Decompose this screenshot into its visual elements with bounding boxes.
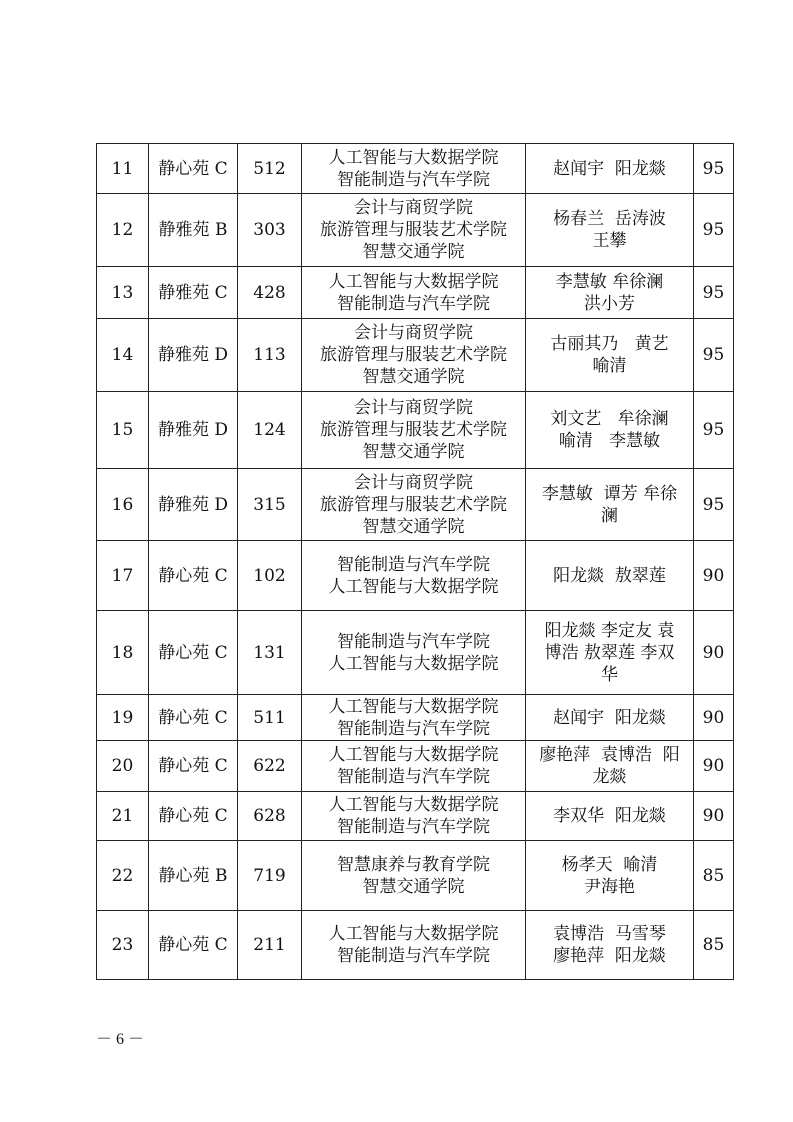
college-cell <box>302 611 526 695</box>
table-row <box>97 319 734 392</box>
dormitory-rating-table <box>96 143 734 980</box>
row-number: 23 <box>97 911 149 980</box>
score-cell: 95 <box>694 267 734 319</box>
college-cell-line: 旅游管理与服装艺术学院 <box>320 420 507 440</box>
inspector-cell <box>526 611 694 695</box>
college-cell-line: 智慧交通学院 <box>362 442 465 462</box>
table-row <box>97 194 734 267</box>
inspector-cell-line: 喻清 李慧敏 <box>558 431 661 451</box>
row-number: 13 <box>97 267 149 319</box>
college-cell <box>302 392 526 469</box>
college-cell-line: 人工智能与大数据学院 <box>328 147 499 168</box>
inspector-cell-line: 王攀 <box>592 231 627 251</box>
row-number: 11 <box>97 144 149 194</box>
table-row <box>97 392 734 469</box>
building-cell: 静心苑 C <box>149 792 238 841</box>
inspector-cell <box>526 144 694 194</box>
college-cell-line: 智慧交通学院 <box>362 876 465 897</box>
inspector-cell-line: 阳龙燚 敖翠莲 <box>553 565 666 586</box>
inspector-cell <box>526 911 694 980</box>
inspector-cell <box>526 841 694 911</box>
inspector-cell-line: 华 <box>601 664 618 685</box>
score-cell: 95 <box>694 194 734 267</box>
room-cell: 131 <box>238 611 302 695</box>
college-cell-line: 智慧康养与教育学院 <box>337 854 490 875</box>
college-cell-line: 智慧交通学院 <box>362 516 465 537</box>
room-cell: 512 <box>238 144 302 194</box>
row-number: 20 <box>97 741 149 792</box>
college-cell-line: 旅游管理与服装艺术学院 <box>320 220 507 240</box>
table-row <box>97 841 734 911</box>
table-row <box>97 741 734 792</box>
inspector-cell-line: 喻清 <box>592 356 627 376</box>
college-cell <box>302 541 526 611</box>
building-cell: 静心苑 C <box>149 611 238 695</box>
college-cell-line: 智能制造与汽车学院 <box>337 817 490 837</box>
table-row <box>97 792 734 841</box>
college-cell-line: 人工智能与大数据学院 <box>328 745 499 765</box>
college-cell-line: 旅游管理与服装艺术学院 <box>320 494 507 515</box>
inspector-cell-line: 袁博浩 马雪琴 <box>553 924 666 944</box>
college-cell-line: 会计与商贸学院 <box>354 398 473 418</box>
row-number: 21 <box>97 792 149 841</box>
row-number: 14 <box>97 319 149 392</box>
college-cell-line: 会计与商贸学院 <box>354 472 473 493</box>
score-cell: 90 <box>694 611 734 695</box>
score-cell: 95 <box>694 144 734 194</box>
college-cell <box>302 695 526 741</box>
building-cell: 静心苑 C <box>149 911 238 980</box>
building-cell: 静雅苑 D <box>149 319 238 392</box>
room-cell: 628 <box>238 792 302 841</box>
college-cell-line: 智能制造与汽车学院 <box>337 293 490 314</box>
college-cell-line: 人工智能与大数据学院 <box>328 924 499 944</box>
college-cell-line: 人工智能与大数据学院 <box>328 271 499 292</box>
room-cell: 428 <box>238 267 302 319</box>
college-cell-line: 智能制造与汽车学院 <box>337 767 490 787</box>
inspector-cell-line: 杨孝天 喻清 <box>561 854 658 875</box>
page-number: － 6 － <box>96 1031 145 1048</box>
row-number: 15 <box>97 392 149 469</box>
table-row <box>97 144 734 194</box>
inspector-cell-line: 洪小芳 <box>584 293 635 314</box>
row-number: 19 <box>97 695 149 741</box>
college-cell <box>302 144 526 194</box>
building-cell: 静心苑 C <box>149 741 238 792</box>
room-cell: 102 <box>238 541 302 611</box>
inspector-cell <box>526 392 694 469</box>
college-cell <box>302 792 526 841</box>
college-cell-line: 会计与商贸学院 <box>354 198 473 218</box>
college-cell <box>302 741 526 792</box>
college-cell-line: 智能制造与汽车学院 <box>337 946 490 966</box>
inspector-cell <box>526 741 694 792</box>
room-cell: 124 <box>238 392 302 469</box>
inspector-cell-line: 赵闻宇 阳龙燚 <box>553 707 666 728</box>
college-cell-line: 智慧交通学院 <box>362 242 465 262</box>
table-row <box>97 695 734 741</box>
college-cell-line: 人工智能与大数据学院 <box>328 696 499 717</box>
room-cell: 719 <box>238 841 302 911</box>
row-number: 17 <box>97 541 149 611</box>
college-cell-line: 人工智能与大数据学院 <box>328 795 499 815</box>
inspector-cell <box>526 194 694 267</box>
inspector-cell-line: 博浩 敖翠莲 李双 <box>544 642 675 663</box>
score-cell: 95 <box>694 469 734 541</box>
table-row <box>97 541 734 611</box>
college-cell-line: 人工智能与大数据学院 <box>328 653 499 674</box>
inspector-cell <box>526 695 694 741</box>
building-cell: 静心苑 B <box>149 841 238 911</box>
table-row <box>97 911 734 980</box>
score-cell: 90 <box>694 541 734 611</box>
inspector-cell-line: 龙燚 <box>592 767 627 787</box>
college-cell-line: 旅游管理与服装艺术学院 <box>320 345 507 365</box>
college-cell-line: 智能制造与汽车学院 <box>337 169 490 190</box>
college-cell <box>302 267 526 319</box>
building-cell: 静雅苑 D <box>149 469 238 541</box>
college-cell <box>302 194 526 267</box>
room-cell: 211 <box>238 911 302 980</box>
inspector-cell-line: 廖艳萍 阳龙燚 <box>553 946 666 966</box>
college-cell <box>302 469 526 541</box>
college-cell <box>302 911 526 980</box>
inspector-cell-line: 李双华 阳龙燚 <box>553 806 666 826</box>
room-cell: 113 <box>238 319 302 392</box>
building-cell: 静心苑 C <box>149 541 238 611</box>
inspector-cell-line: 刘文艺 牟徐澜 <box>550 409 669 429</box>
table-row <box>97 469 734 541</box>
row-number: 18 <box>97 611 149 695</box>
row-number: 16 <box>97 469 149 541</box>
inspector-cell <box>526 792 694 841</box>
table-row <box>97 267 734 319</box>
inspector-cell-line: 尹海艳 <box>584 876 635 897</box>
score-cell: 90 <box>694 792 734 841</box>
room-cell: 622 <box>238 741 302 792</box>
college-cell-line: 智能制造与汽车学院 <box>337 718 490 739</box>
room-cell: 511 <box>238 695 302 741</box>
score-cell: 90 <box>694 741 734 792</box>
college-cell <box>302 319 526 392</box>
inspector-cell-line: 赵闻宇 阳龙燚 <box>553 158 666 179</box>
college-cell-line: 智慧交通学院 <box>362 367 465 387</box>
room-cell: 315 <box>238 469 302 541</box>
inspector-cell-line: 李慧敏 牟徐澜 <box>555 271 664 292</box>
inspector-cell-line: 古丽其乃 黄艺 <box>550 334 669 354</box>
inspector-cell <box>526 469 694 541</box>
building-cell: 静雅苑 C <box>149 267 238 319</box>
inspector-cell <box>526 319 694 392</box>
room-cell: 303 <box>238 194 302 267</box>
row-number: 22 <box>97 841 149 911</box>
college-cell-line: 智能制造与汽车学院 <box>337 554 490 575</box>
building-cell: 静雅苑 B <box>149 194 238 267</box>
score-cell: 85 <box>694 841 734 911</box>
table-row <box>97 611 734 695</box>
inspector-cell-line: 廖艳萍 袁博浩 阳 <box>539 745 680 765</box>
inspector-cell-line: 澜 <box>601 505 618 526</box>
score-cell: 85 <box>694 911 734 980</box>
score-cell: 90 <box>694 695 734 741</box>
building-cell: 静心苑 C <box>149 695 238 741</box>
college-cell-line: 会计与商贸学院 <box>354 323 473 343</box>
row-number: 12 <box>97 194 149 267</box>
inspector-cell <box>526 541 694 611</box>
college-cell <box>302 841 526 911</box>
building-cell: 静心苑 C <box>149 144 238 194</box>
score-cell: 95 <box>694 319 734 392</box>
building-cell: 静雅苑 D <box>149 392 238 469</box>
college-cell-line: 人工智能与大数据学院 <box>328 576 499 597</box>
inspector-cell <box>526 267 694 319</box>
inspector-cell-line: 李慧敏 谭芳 牟徐 <box>541 483 678 504</box>
score-cell: 95 <box>694 392 734 469</box>
college-cell-line: 智能制造与汽车学院 <box>337 631 490 652</box>
inspector-cell-line: 阳龙燚 李定友 袁 <box>544 620 675 641</box>
inspector-cell-line: 杨春兰 岳涛波 <box>553 209 666 229</box>
